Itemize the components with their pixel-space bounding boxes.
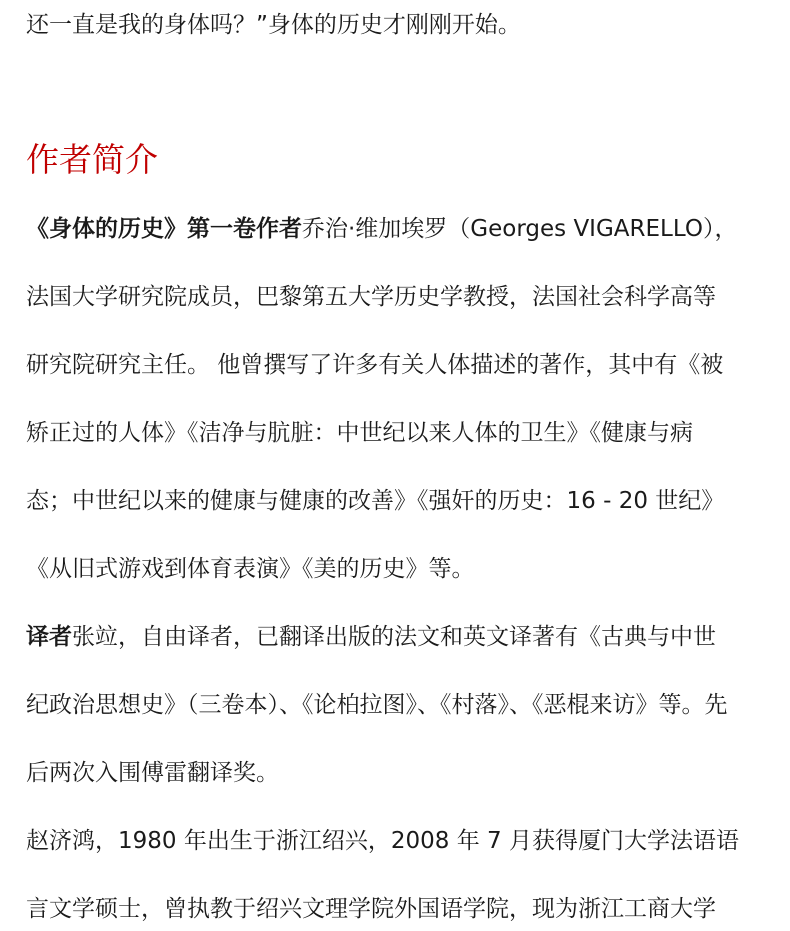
- author-line-6: 《从旧式游戏到体育表演》《美的历史》等。: [26, 556, 475, 582]
- translator2-line-1: 赵济鸿，1980 年出生于浙江绍兴，2008 年 7 月获得厦门大学法语语: [26, 828, 739, 854]
- translator-line-1: [26, 622, 716, 652]
- translator-label: 译者: [26, 624, 72, 650]
- translator-line-3: 后两次入围傅雷翻译奖。: [26, 760, 279, 786]
- translator-name: 张竝，自由译者，已翻译出版的法文和英文译著有《古典与中世: [72, 624, 716, 650]
- translator2-line-2: 言文学硕士，曾执教于绍兴文理学院外国语学院，现为浙江工商大学: [26, 896, 716, 922]
- section-heading-author-intro: 作者简介: [26, 140, 158, 179]
- translator-line-2: 纪政治思想史》（三卷本）、《论柏拉图》、《村落》、《恶棍来访》等。先: [26, 692, 728, 718]
- author-line-2: 法国大学研究院成员，巴黎第五大学历史学教授，法国社会科学高等: [26, 284, 716, 310]
- author-line-3: 研究院研究主任。 他曾撰写了许多有关人体描述的著作，其中有《被: [26, 352, 724, 378]
- author-name: 乔治·维加埃罗（Georges VIGARELLO），: [302, 216, 738, 242]
- intro-paragraph-tail: 还一直是我的身体吗？”身体的历史才刚刚开始。: [26, 12, 521, 38]
- author-line-5: 态；中世纪以来的健康与健康的改善》《强奸的历史：16 - 20 世纪》: [26, 488, 725, 514]
- author-line-4: 矫正过的人体》《洁净与肮脏：中世纪以来人体的卫生》《健康与病: [26, 420, 693, 446]
- author-line-1: [26, 214, 737, 244]
- author-label: 《身体的历史》第一卷作者: [26, 216, 302, 242]
